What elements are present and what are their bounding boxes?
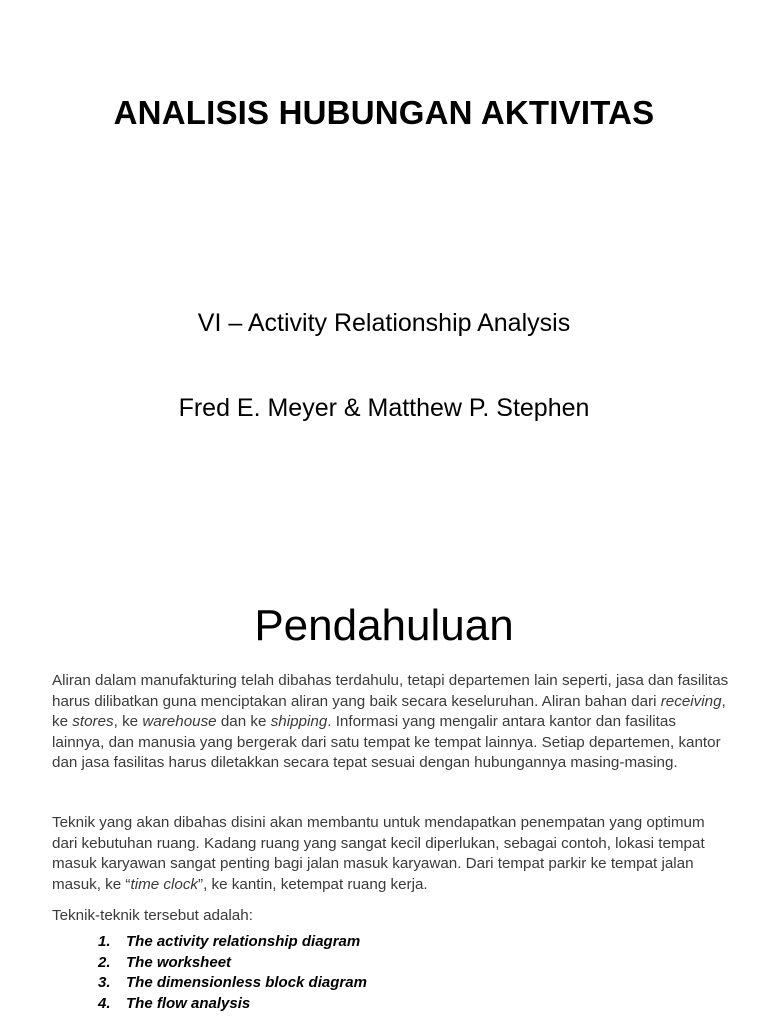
authors: Fred E. Meyer & Matthew P. Stephen xyxy=(178,394,590,422)
intro-slide xyxy=(0,576,768,1024)
term-stores: stores xyxy=(72,713,114,731)
item-number: 2. xyxy=(98,953,111,971)
technique-item xyxy=(98,994,367,1015)
item-number: 3. xyxy=(98,974,111,992)
term-warehouse: warehouse xyxy=(142,713,217,731)
item-label: The worksheet xyxy=(126,953,232,971)
technique-item xyxy=(98,932,367,953)
technique-item xyxy=(98,953,367,974)
item-label: The flow analysis xyxy=(126,994,251,1012)
main-title: ANALISIS HUBUNGAN AKTIVITAS xyxy=(113,94,655,131)
section-title: Pendahuluan xyxy=(254,601,514,650)
text-run: Aliran dalam manufakturing telah dibahas terdahulu, tetapi departemen lain seperti, jasa dan fasilitas harus dilibatkan guna menciptakan aliran yang baik secara keseluruhan. Aliran bahan dari xyxy=(52,672,729,710)
intro-paragraph-1 xyxy=(52,671,732,774)
text-run: , ke xyxy=(113,713,143,731)
text-run: , ke xyxy=(52,692,726,731)
text-run: ”, ke kantin, ketempat ruang kerja. xyxy=(198,875,428,893)
text-run: dan ke xyxy=(216,713,271,731)
text-run: Teknik yang akan dibahas disini akan membantu untuk mendapatkan penempatan yang optimum dari kebutuhan ruang. Kadang ruang yang sangat kecil diperlukan, sebagai contoh, lokasi tempat masuk karyawan sangat penting bagi jalan masuk karyawan. Dari tempat parkir ke tempat jalan masuk, ke “ xyxy=(52,814,705,893)
techniques-intro: Teknik-teknik tersebut adalah: xyxy=(52,907,253,924)
technique-item xyxy=(98,973,367,994)
item-number: 1. xyxy=(98,933,111,950)
term-receiving: receiving xyxy=(660,692,722,710)
item-label: The dimensionless block diagram xyxy=(126,974,367,992)
techniques-list xyxy=(98,932,367,1014)
item-label: The activity relationship diagram xyxy=(126,933,361,950)
item-number: 4. xyxy=(98,994,111,1012)
term-shipping: shipping xyxy=(270,713,328,731)
term-time-clock: time clock xyxy=(130,875,199,893)
intro-paragraph-2 xyxy=(52,813,732,895)
subtitle: VI – Activity Relationship Analysis xyxy=(197,309,571,337)
text-run: . Informasi yang mengalir antara kantor dan fasilitas lainnya, dan manusia yang bergerak dari satu tempat ke tempat lainnya. Setiap departemen, kantor dan jasa fasilitas harus diletakkan secara tepat sesuai dengan hubungannya masing-masing. xyxy=(52,713,721,772)
